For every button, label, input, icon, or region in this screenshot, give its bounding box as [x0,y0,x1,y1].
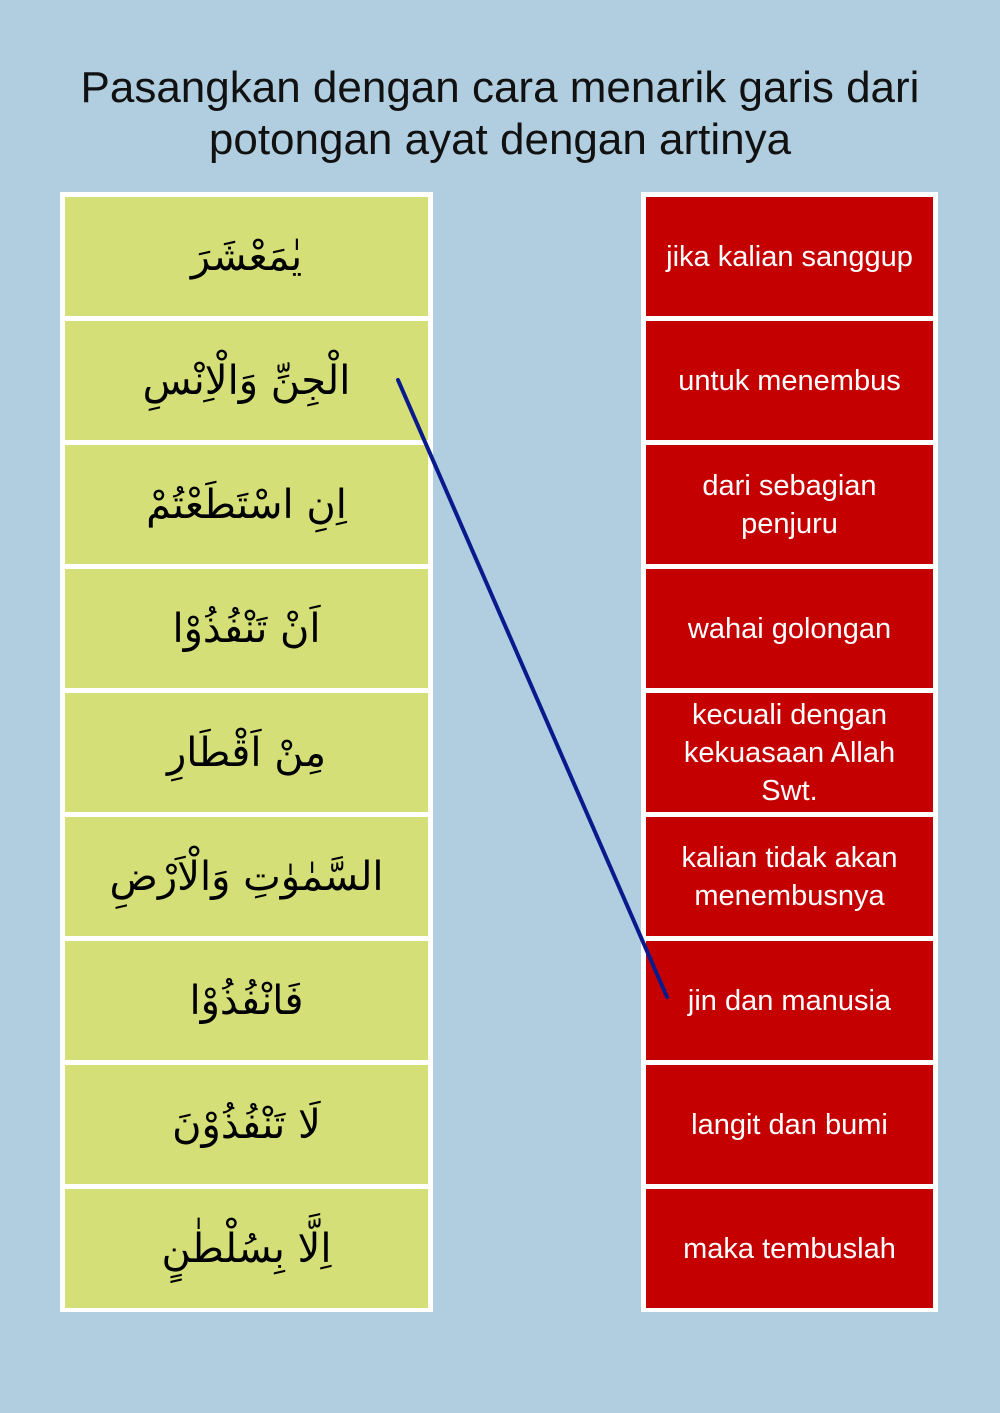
meaning-card[interactable]: jin dan manusia [646,941,933,1060]
matching-line[interactable] [398,380,667,997]
instruction-line-1: Pasangkan dengan cara menarik garis dari [80,63,920,112]
meaning-column [641,192,938,1312]
instruction-title [0,62,1000,166]
meaning-card[interactable]: kecuali dengan kekuasaan Allah Swt. [646,693,933,812]
arabic-phrase-card[interactable]: اَنْ تَنْفُذُوْا [65,569,428,688]
arabic-phrase-card[interactable]: فَانْفُذُوْا [65,941,428,1060]
meaning-card[interactable]: dari sebagian penjuru [646,445,933,564]
meaning-card[interactable]: langit dan bumi [646,1065,933,1184]
arabic-phrase-card[interactable]: اِلَّا بِسُلْطٰنٍ [65,1189,428,1308]
meaning-card[interactable]: kalian tidak akan menembusnya [646,817,933,936]
meaning-card[interactable]: wahai golongan [646,569,933,688]
meaning-card[interactable]: untuk menembus [646,321,933,440]
arabic-phrase-card[interactable]: يٰمَعْشَرَ [65,197,428,316]
arabic-phrase-card[interactable]: مِنْ اَقْطَارِ [65,693,428,812]
arabic-phrase-card[interactable]: السَّمٰوٰتِ وَالْاَرْضِ [65,817,428,936]
arabic-phrase-column [60,192,433,1312]
meaning-card[interactable]: jika kalian sanggup [646,197,933,316]
arabic-phrase-card[interactable]: اِنِ اسْتَطَعْتُمْ [65,445,428,564]
meaning-card[interactable]: maka tembuslah [646,1189,933,1308]
arabic-phrase-card[interactable]: الْجِنِّ وَالْاِنْسِ [65,321,428,440]
arabic-phrase-card[interactable]: لَا تَنْفُذُوْنَ [65,1065,428,1184]
instruction-line-2: potongan ayat dengan artinya [208,115,792,164]
